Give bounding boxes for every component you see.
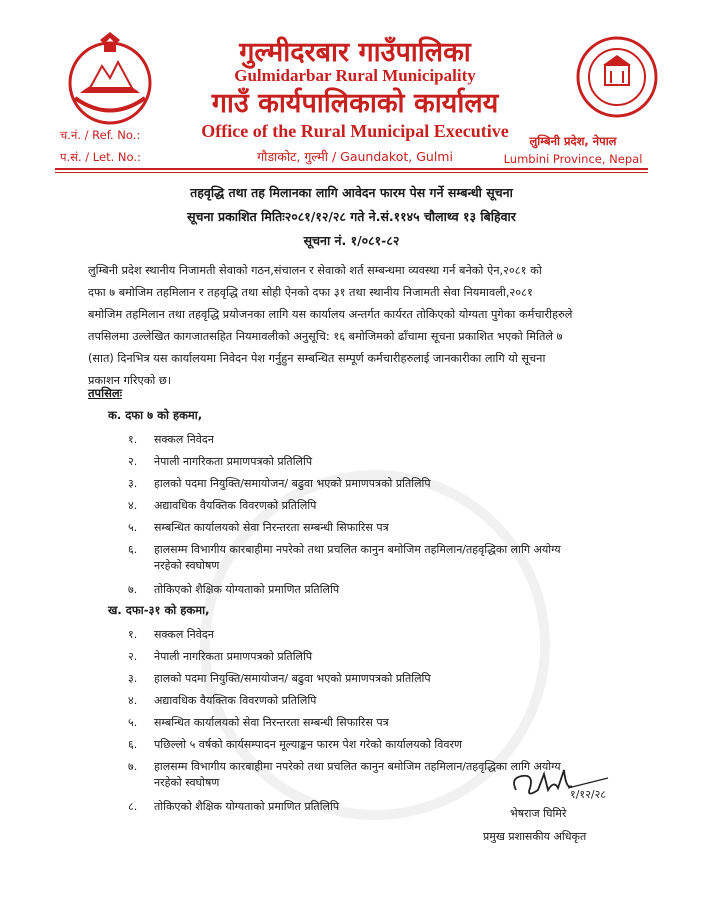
signatory-name: भेषराज घिमिरे <box>510 807 567 820</box>
notice-publish-date: सूचना प्रकाशित मितिः२०८१/१२/२८ गते ने.सं.११४५ चौलाथ्व १३ बिहिवार <box>187 209 516 224</box>
list-item-text-continued: नरहेको स्वघोषण <box>154 559 220 572</box>
municipality-name-english: Gulmidarbar Rural Municipality <box>234 66 476 85</box>
list-item <box>128 454 312 470</box>
nepal-emblem-logo <box>60 28 160 128</box>
paragraph-line: बमोजिम तहमिलान तथा तहवृद्धि प्रयोजनका लागि यस कार्यालय अन्तर्गत कार्यरत तोकिएको योग्यता पुगेका कर्मचारीहरुले <box>88 308 573 321</box>
list-item <box>128 542 561 574</box>
paragraph-line: तपसिलमा उल्लेखित कागजातसहित नियमावलीको अनुसूचि: १६ बमोजिमको ढाँचामा सूचना प्रकाशित भएको मितिले ७ <box>88 330 563 343</box>
list-item-number: ८. <box>128 800 138 813</box>
municipality-name-nepali: गुल्मीदरबार गाउँपालिका <box>239 37 471 68</box>
list-item-text: सक्कल निवेदन <box>154 433 214 446</box>
list-item <box>128 582 339 598</box>
province-english: Lumbini Province, Nepal <box>503 152 643 166</box>
ref-number-label: च.नं. / Ref. No.: <box>60 128 141 142</box>
list-item-number: १. <box>128 433 138 446</box>
list-item-number: ६. <box>128 738 138 751</box>
list-item <box>128 476 431 492</box>
section-heading: क. दफा ७ को हकमा, <box>108 408 203 422</box>
list-item <box>128 520 389 536</box>
office-address: गौडाकोट, गुल्मी / Gaundakot, Gulmi <box>257 149 453 164</box>
list-item-text: सम्बन्धित कार्यालयको सेवा निरन्तरता सम्बन्धी सिफारिस पत्र <box>154 716 389 729</box>
list-item-text: नेपाली नागरिकता प्रमाणपत्रको प्रतिलिपि <box>154 455 313 468</box>
list-item <box>128 715 389 731</box>
list-item <box>128 759 561 791</box>
list-item-text: तोकिएको शैक्षिक योग्यताको प्रमाणित प्रतिलिपि <box>154 800 340 813</box>
list-item <box>128 649 312 665</box>
notice-paragraph <box>88 260 640 392</box>
list-item-text: हालसम्म विभागीय कारबाहीमा नपरेको तथा प्रचलित कानुन बमोजिम तहमिलान/तहवृद्धिका लागि अयोग्य <box>154 760 561 773</box>
province-nepali: लुम्बिनी प्रदेश, नेपाल <box>529 134 617 148</box>
list-item-number: ५. <box>128 521 138 534</box>
list-item <box>128 627 214 643</box>
list-item-number: ४. <box>128 499 138 512</box>
list-item-number: २. <box>128 455 138 468</box>
list-item <box>128 671 431 687</box>
office-name-nepali: गाउँ कार्यपालिकाको कार्यालय <box>211 88 499 119</box>
municipality-seal-logo <box>575 35 659 119</box>
list-item-number: १. <box>128 628 138 641</box>
header-divider-thin <box>55 172 648 173</box>
list-item-text: अद्यावधिक वैयक्तिक विवरणको प्रतिलिपि <box>154 694 317 707</box>
list-item-text-continued: नरहेको स्वघोषण <box>154 776 220 789</box>
list-item <box>128 737 462 753</box>
list-item-number: ५. <box>128 716 138 729</box>
signature-date: १/१२/२८ <box>570 788 607 801</box>
list-item <box>128 432 214 448</box>
list-item-text: पछिल्लो ५ वर्षको कार्यसम्पादन मूल्याङ्कन फारम पेश गरेको कार्यालयको विवरण <box>154 738 462 751</box>
list-item-number: २. <box>128 650 138 663</box>
list-item-text: हालको पदमा नियुक्ति/समायोजन/ बढुवा भएको प्रमाणपत्रको प्रतिलिपि <box>154 477 431 490</box>
list-item-number: ३. <box>128 672 138 685</box>
notice-number: सूचना नं. १/०८१-८२ <box>303 233 400 248</box>
paragraph-line: लुम्बिनी प्रदेश स्थानीय निजामती सेवाको गठन,संचालन र सेवाको शर्त सम्बन्धमा व्यवस्था गर्न बनेको ऐन,२०८१ को <box>88 264 542 277</box>
section-heading: ख. दफा-३१ को हकमा, <box>108 603 210 617</box>
list-item-number: ६. <box>128 543 138 556</box>
list-item-text: अद्यावधिक वैयक्तिक विवरणको प्रतिलिपि <box>154 499 317 512</box>
list-item-text: सम्बन्धित कार्यालयको सेवा निरन्तरता सम्बन्धी सिफारिस पत्र <box>154 521 389 534</box>
list-item-text: हालको पदमा नियुक्ति/समायोजन/ बढुवा भएको प्रमाणपत्रको प्रतिलिपि <box>154 672 431 685</box>
paragraph-line: (सात) दिनभित्र यस कार्यालयमा निवेदन पेश गर्नुहुन सम्बन्धित सम्पूर्ण कर्मचारीहरुलाई जानकारीका लागि यो सूचना <box>88 352 546 365</box>
list-item <box>128 693 316 709</box>
list-item-number: ३. <box>128 477 138 490</box>
letter-number-label: प.सं. / Let. No.: <box>60 150 141 164</box>
list-item-number: ७. <box>128 760 138 773</box>
list-item-text: तोकिएको शैक्षिक योग्यताको प्रमाणित प्रतिलिपि <box>154 583 340 596</box>
list-item <box>128 799 339 815</box>
signatory-title: प्रमुख प्रशासकीय अधिकृत <box>483 830 587 843</box>
office-name-english: Office of the Rural Municipal Executive <box>201 121 509 141</box>
list-item-text: सक्कल निवेदन <box>154 628 214 641</box>
header-divider <box>55 168 648 170</box>
list-item-number: ७. <box>128 583 138 596</box>
paragraph-line: दफा ७ बमोजिम तहमिलान र तहवृद्धि तथा सोही ऐनको दफा ३१ तथा स्थानीय निजामती सेवा नियमावली,२०८१ <box>88 286 533 299</box>
list-item <box>128 498 316 514</box>
list-item-text: हालसम्म विभागीय कारबाहीमा नपरेको तथा प्रचलित कानुन बमोजिम तहमिलान/तहवृद्धिका लागि अयोग्य <box>154 543 561 556</box>
details-label: तपसिलः <box>88 386 122 400</box>
handwritten-signature <box>508 760 618 805</box>
paragraph-line: प्रकाशन गरिएको छ। <box>88 374 172 387</box>
list-item-number: ४. <box>128 694 138 707</box>
notice-title: तहवृद्धि तथा तह मिलानका लागि आवेदन फारम पेस गर्ने सम्बन्धी सूचना <box>190 185 513 200</box>
list-item-text: नेपाली नागरिकता प्रमाणपत्रको प्रतिलिपि <box>154 650 313 663</box>
